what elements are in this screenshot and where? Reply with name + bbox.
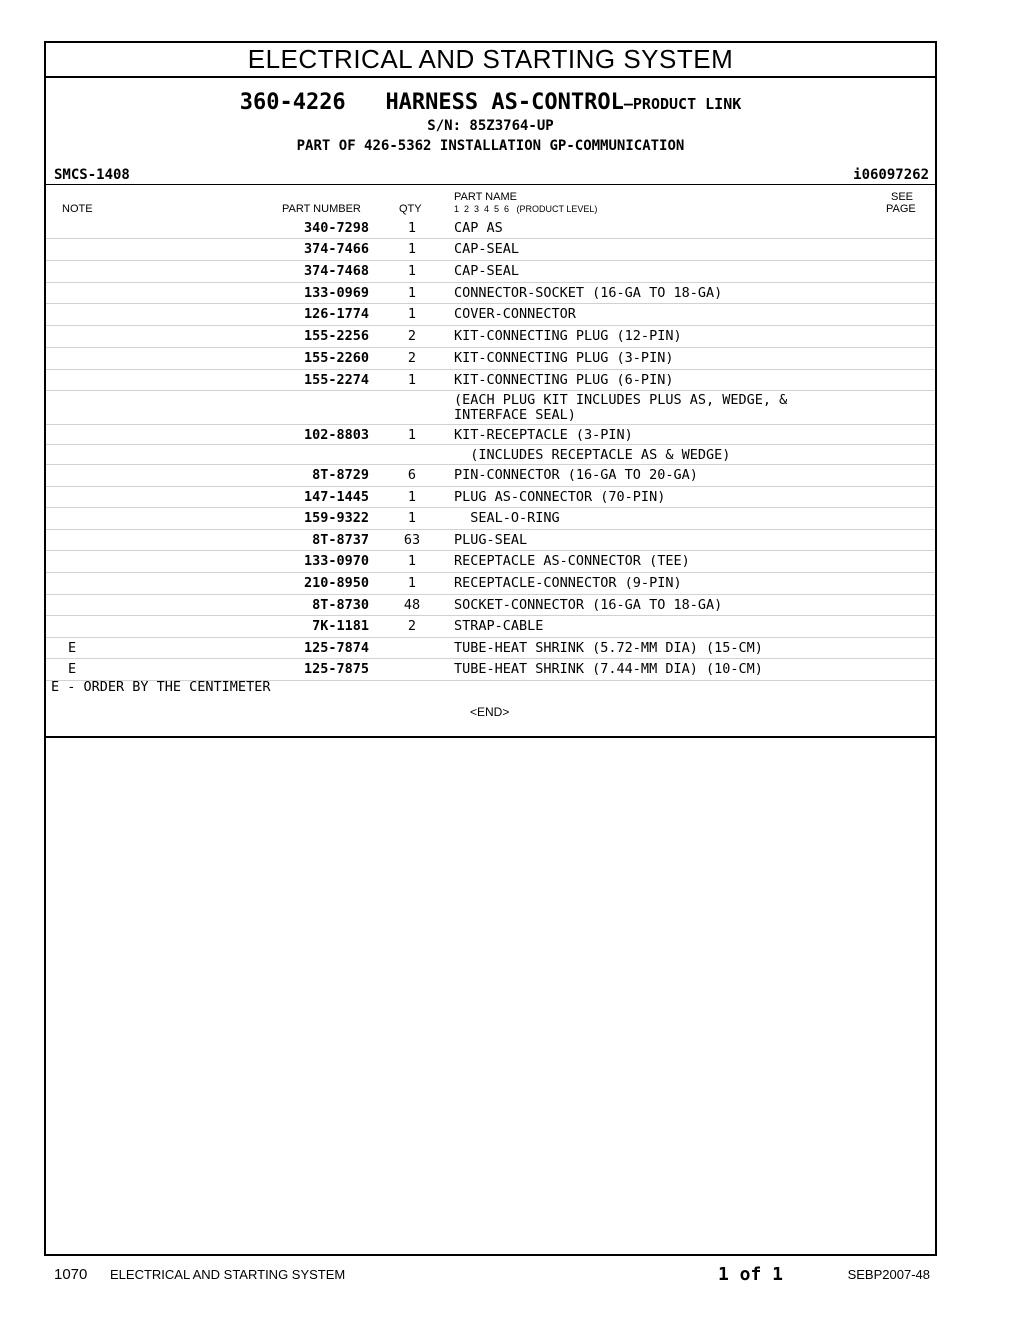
assembly-name-suffix: —PRODUCT LINK xyxy=(623,95,742,113)
table-row xyxy=(46,347,935,370)
part-name-cell: CAP-SEAL xyxy=(454,241,520,257)
table-row xyxy=(46,282,935,304)
footer-doc-id: SEBP2007-48 xyxy=(847,1267,930,1282)
qty-cell: 1 xyxy=(407,489,417,505)
serial-range: S/N: 85Z3764-UP xyxy=(427,118,554,134)
qty-cell: 2 xyxy=(407,618,417,634)
table-row xyxy=(46,550,935,573)
part-name-cell: KIT-CONNECTING PLUG (12-PIN) xyxy=(454,328,682,344)
qty-cell: 63 xyxy=(403,532,421,548)
part-number-cell: 210-8950 xyxy=(303,575,369,591)
column-header-note: NOTE xyxy=(62,203,93,215)
table-row xyxy=(46,325,935,348)
table-row xyxy=(46,217,935,239)
qty-cell: 1 xyxy=(407,220,417,236)
part-number-cell: 8T-8737 xyxy=(312,532,369,548)
table-row xyxy=(46,303,935,326)
qty-cell: 6 xyxy=(407,467,417,483)
part-name-cell: SEAL-O-RING xyxy=(454,510,560,526)
table-row xyxy=(46,615,935,638)
part-name-cell: TUBE-HEAT SHRINK (5.72-MM DIA) (15-CM) xyxy=(454,640,763,656)
part-number-cell: 7K-1181 xyxy=(312,618,369,634)
part-number-cell: 133-0969 xyxy=(303,285,369,301)
part-name-cell: TUBE-HEAT SHRINK (7.44-MM DIA) (10-CM) xyxy=(454,661,763,677)
qty-cell: 1 xyxy=(407,263,417,279)
part-number-cell: 374-7468 xyxy=(303,263,369,279)
part-number-cell: 155-2260 xyxy=(303,350,369,366)
part-number-cell: 374-7466 xyxy=(303,241,369,257)
qty-cell: 1 xyxy=(407,575,417,591)
footnote: E - ORDER BY THE CENTIMETER xyxy=(51,679,271,695)
section-title: ELECTRICAL AND STARTING SYSTEM xyxy=(46,43,935,78)
column-header-page: PAGE xyxy=(886,203,916,215)
qty-cell: 2 xyxy=(407,350,417,366)
table-row xyxy=(46,424,935,445)
qty-cell: 1 xyxy=(407,510,417,526)
part-name-cell: CAP AS xyxy=(454,220,503,236)
part-number-cell: 133-0970 xyxy=(303,553,369,569)
part-number-cell: 126-1774 xyxy=(303,306,369,322)
reference-id: i06097262 xyxy=(853,167,929,183)
qty-cell: 1 xyxy=(407,306,417,322)
table-row xyxy=(46,369,935,391)
part-name-cell: KIT-CONNECTING PLUG (6-PIN) xyxy=(454,372,674,388)
qty-cell: 1 xyxy=(407,427,417,443)
column-header-part-name: PART NAME xyxy=(454,191,517,203)
part-name-cell: PLUG AS-CONNECTOR (70-PIN) xyxy=(454,489,666,505)
qty-cell: 2 xyxy=(407,328,417,344)
table-row xyxy=(46,464,935,487)
part-name-cell: (INCLUDES RECEPTACLE AS & WEDGE) xyxy=(454,447,731,463)
note-cell: E xyxy=(68,640,77,656)
part-number-cell: 155-2256 xyxy=(303,328,369,344)
footer-page-number: 1070 xyxy=(54,1266,88,1283)
part-name-cell: STRAP-CABLE xyxy=(454,618,544,634)
table-row xyxy=(46,572,935,595)
part-number-cell: 155-2274 xyxy=(303,372,369,388)
part-number-cell: 159-9322 xyxy=(303,510,369,526)
part-number-cell: 125-7875 xyxy=(303,661,369,677)
part-name-cell: CAP-SEAL xyxy=(454,263,520,279)
column-header-part-number: PART NUMBER xyxy=(282,203,361,215)
table-row xyxy=(46,637,935,659)
part-name-cell: KIT-CONNECTING PLUG (3-PIN) xyxy=(454,350,674,366)
footer-title: ELECTRICAL AND STARTING SYSTEM xyxy=(110,1267,346,1282)
qty-cell: 1 xyxy=(407,241,417,257)
part-number-cell: 8T-8729 xyxy=(312,467,369,483)
qty-cell: 1 xyxy=(407,285,417,301)
part-number-cell: 340-7298 xyxy=(303,220,369,236)
qty-cell: 48 xyxy=(403,597,421,613)
part-number-cell: 125-7874 xyxy=(303,640,369,656)
end-marker: <END> xyxy=(470,705,510,719)
column-header-qty: QTY xyxy=(399,203,422,215)
column-header-levels: 1 2 3 4 5 6 (PRODUCT LEVEL) xyxy=(454,204,598,214)
table-row xyxy=(46,658,935,681)
part-name-cell: (EACH PLUG KIT INCLUDES PLUS AS, WEDGE, & INTERFACE SEAL) xyxy=(454,392,788,423)
footer-page-of: 1 of 1 xyxy=(718,1264,784,1285)
qty-cell: 1 xyxy=(407,553,417,569)
assembly-name: HARNESS AS-CONTROL xyxy=(385,90,624,115)
table-row xyxy=(46,390,935,425)
assembly-title xyxy=(46,90,935,115)
part-of-line: PART OF 426-5362 INSTALLATION GP-COMMUNICATION xyxy=(296,138,685,154)
table-row xyxy=(46,444,935,465)
note-cell: E xyxy=(68,661,77,677)
table-row xyxy=(46,507,935,530)
header-divider xyxy=(46,184,935,185)
part-number-cell: 147-1445 xyxy=(303,489,369,505)
part-name-cell: KIT-RECEPTACLE (3-PIN) xyxy=(454,427,633,443)
table-row xyxy=(46,260,935,283)
parts-sheet-frame xyxy=(44,41,937,1256)
part-name-cell: SOCKET-CONNECTOR (16-GA TO 18-GA) xyxy=(454,597,723,613)
table-row xyxy=(46,486,935,508)
column-header-see: SEE xyxy=(891,191,914,203)
table-row xyxy=(46,594,935,616)
part-name-cell: CONNECTOR-SOCKET (16-GA TO 18-GA) xyxy=(454,285,723,301)
part-name-cell: COVER-CONNECTOR xyxy=(454,306,576,322)
assembly-part-number: 360-4226 xyxy=(239,90,346,115)
part-name-cell: PIN-CONNECTOR (16-GA TO 20-GA) xyxy=(454,467,698,483)
end-divider xyxy=(46,736,935,738)
part-name-cell: RECEPTACLE AS-CONNECTOR (TEE) xyxy=(454,553,690,569)
part-number-cell: 8T-8730 xyxy=(312,597,369,613)
smcs-code: SMCS-1408 xyxy=(54,167,130,183)
table-row xyxy=(46,238,935,261)
table-row xyxy=(46,529,935,551)
part-name-cell: RECEPTACLE-CONNECTOR (9-PIN) xyxy=(454,575,682,591)
part-name-cell: PLUG-SEAL xyxy=(454,532,528,548)
part-number-cell: 102-8803 xyxy=(303,427,369,443)
qty-cell: 1 xyxy=(407,372,417,388)
